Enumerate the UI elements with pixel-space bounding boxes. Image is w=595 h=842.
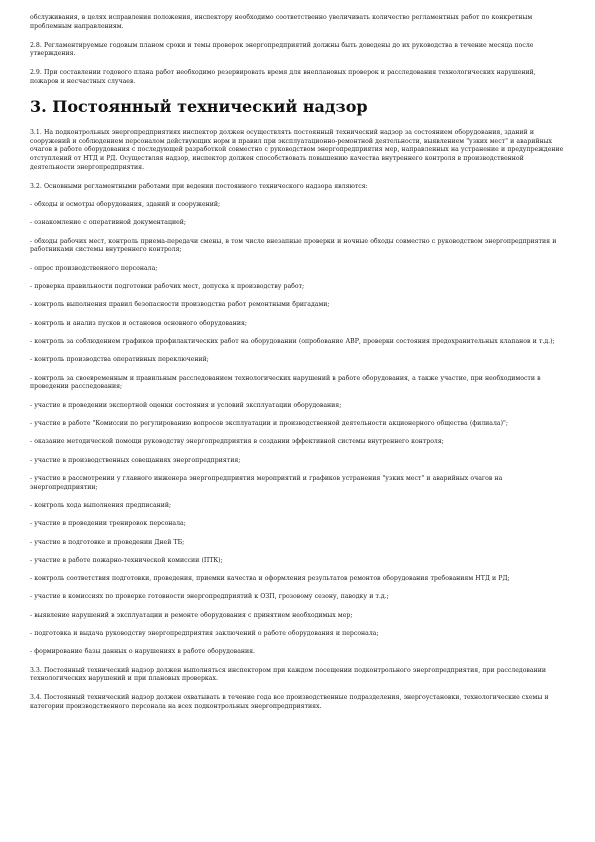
- list-item: - проверка правильности подготовки рабочих мест, допуска к производству работ;: [30, 283, 305, 291]
- list-item: - участие в проведении экспертной оценки состояния и условий эксплуатации оборудования;: [30, 401, 342, 409]
- list-item: - участие в работе "Комиссии по регулированию вопросов эксплуатации и производственной деятельности акционерного общества (филиала)";: [30, 419, 508, 427]
- list-item: - участие в комиссиях по проверке готовности энергопредприятий к ОЗП, грозовому сезону, паводку и т.д.;: [30, 593, 389, 601]
- list-item: - участие в подготовке и проведении Дней ТБ;: [30, 538, 185, 546]
- list-item: - участие в производственных совещаниях энергопредприятия;: [30, 456, 241, 464]
- list-item: - контроль выполнения правил безопасности производства работ ремонтными бригадами;: [30, 301, 330, 309]
- list-item: - контроль хода выполнения предписаний;: [30, 501, 172, 509]
- list-item: - контроль производства оперативных переключений;: [30, 356, 209, 364]
- paragraph: 3.2. Основными регламентными работами при ведении постоянного технического надзора являются:: [30, 182, 368, 190]
- list-item: - контроль за соблюдением графиков профилактических работ на оборудовании (опробование АВР, проверки состояния предохранительных клапанов и т.д.);: [30, 337, 555, 345]
- paragraph: 2.9. При составлении годового плана работ необходимо резервировать время для внеплановых проверок и расследования технологических нарушений, пожаров и несчастных случаев.: [30, 69, 536, 85]
- section-heading: 3. Постоянный технический надзор: [30, 96, 368, 116]
- list-item: - участие в работе пожарно-технической комиссии (ПТК);: [30, 556, 223, 564]
- list-item: - опрос производственного персонала;: [30, 264, 158, 272]
- paragraph: 3.3. Постоянный технический надзор должен выполняться инспектором при каждом посещении подконтрольного энергопредприятия, при расследовании технологических нарушений и при плановых проверках.: [30, 666, 546, 683]
- list-item: - участие в проведении тренировок персонала;: [30, 520, 186, 528]
- paragraph: 2.8. Регламентируемые годовым планом сроки и темы проверок энергопредприятий должны быть доведены до их руководства в течение месяца после утверждения.: [30, 41, 534, 58]
- list-item: - контроль и анализ пусков и остановов основного оборудования;: [30, 319, 247, 327]
- list-item: - формирование базы данных о нарушениях в работе оборудования.: [30, 648, 255, 656]
- list-item: - контроль за своевременным и правильным расследованием технологических нарушений в работе оборудования, а также участие, при необходимости в проведении расследования;: [30, 374, 541, 391]
- paragraph: обслуживания, в целях исправления положения, инспектору необходимо соответственно увеличивать количество регламентных работ по конкретным проблемным направлениям.: [30, 14, 533, 30]
- list-item: - ознакомление с оперативной документацией;: [30, 219, 186, 227]
- list-item: - выявление нарушений в эксплуатации и ремонте оборудования с принятием необходимых мер;: [30, 611, 353, 619]
- list-item: - обходы рабочих мест, контроль приема-передачи смены, в том числе внезапные проверки и ночные обходы совместно с руководством энергопредприятия и работниками системы внутреннего контроля;: [30, 237, 557, 254]
- list-item: - контроль соответствия подготовки, проведения, приемки качества и оформления результатов ремонтов оборудования требованиям НТД и РД;: [30, 575, 510, 583]
- list-item: - оказание методической помощи руководству энергопредприятия в создании эффективной системы внутреннего контроля;: [30, 438, 444, 446]
- list-item: - обходы и осмотры оборудования, зданий и сооружений;: [30, 201, 221, 209]
- paragraph: 3.1. На подконтрольных энергопредприятиях инспектор должен осуществлять постоянный технический надзор за состоянием оборудования, зданий и сооружений и соблюдением персоналом действующих норм и правил при эксплуатационно-ремонтной деятельности, выявлением "узких мест" и аварийных очагов в работе оборудования с последующей разработкой совместно с руководством энергопредприятия мер, направленных на устранение и предупреждение отступлений от НТД и РД. Осуществляя надзор, инспектор должен способствовать повышению качества внутреннего контроля в производственной деятельности энергопредприятия.: [30, 128, 564, 171]
- list-item: - участие в рассмотрении у главного инженера энергопредприятия мероприятий и графиков устранения "узких мест" и аварийных очагов на энергопредприятии;: [30, 474, 503, 491]
- list-item: - подготовка и выдача руководству энергопредприятия заключений о работе оборудования и персонала;: [30, 629, 379, 637]
- paragraph: 3.4. Постоянный технический надзор должен охватывать в течение года все производственные подразделения, энергоустановки, технологические схемы и категории производственного персонала на всех подконтрольных энергопредприятиях.: [30, 694, 549, 710]
